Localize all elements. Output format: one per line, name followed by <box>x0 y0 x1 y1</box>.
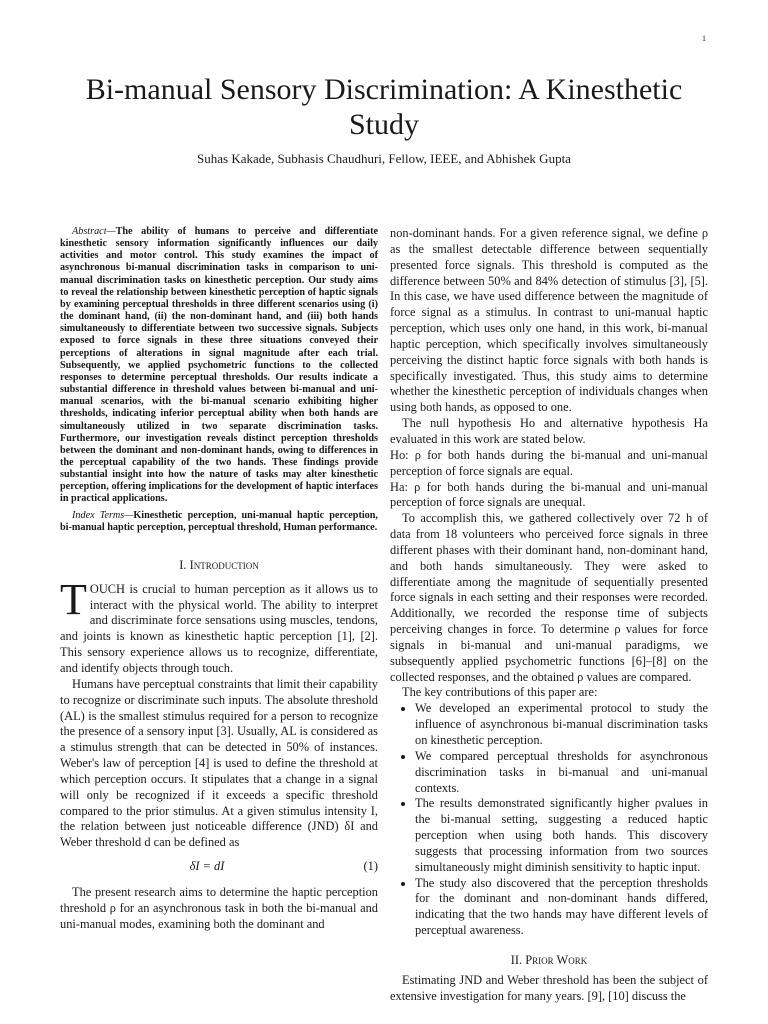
list-item: • The study also discovered that the perception thresholds for the dominant and non-dominant hands differed, indicating that the two hands may have different levels of perceptual awareness. <box>415 876 708 939</box>
paper-title: Bi-manual Sensory Discrimination: A Kinesthetic Study <box>85 73 683 141</box>
equation-1 <box>60 851 378 885</box>
right-column <box>390 226 708 1005</box>
intro-paragraph-3-continued: non-dominant hands. For a given reference signal, we define ρ as the smallest detectable difference between sequentially presented force signals. This threshold is computed as the difference between 50% and 84% detection of stimulus [3], [5]. In this case, we have used difference between the magnitude of force signal as a stimulus. In contrast to uni-manual haptic perception, which uses only one hand, in this work, bi-manual haptic perception, which specifically involves simultaneously perceiving the distinct haptic force signals with both hands is specifically investigated. Thus, this study aims to determine whether the kinesthetic perception of individuals changes when using both hands, as opposed to one. <box>390 226 708 415</box>
equation-number: (1) <box>363 859 378 874</box>
abstract-label: Abstract— <box>72 226 116 237</box>
prior-work-paragraph-1: Estimating JND and Weber threshold has been the subject of extensive investigation for many years. [9], [10] discuss the <box>390 972 708 1003</box>
index-terms <box>60 510 378 534</box>
author-list: Suhas Kakade, Subhasis Chaudhuri, Fellow, IEEE, and Abhishek Gupta <box>197 151 571 166</box>
equation-text: δI = dI <box>189 859 225 874</box>
alternative-hypothesis: Ha: ρ for both hands during the bi-manual and uni-manual perception of force signals are unequal. <box>390 479 708 510</box>
abstract <box>60 226 378 506</box>
page-number: 1 <box>702 34 706 43</box>
intro-paragraph-5: To accomplish this, we gathered collectively over 72 h of data from 18 volunteers who perceived force signals in three different phases with their dominant hand, non-dominant hand, and both hands simultaneously. They were asked to differentiate among the magnitude of sequentially presented force signals in each setting and their responses were recorded. Additionally, we recorded the response time of subjects perceiving changes in force. To determine ρ values for force signals in bi-manual and uni-manual paradigms, we subsequently applied psychometric functions [6]–[8] on the collected responses, and the obtained ρ values are compared. <box>390 511 708 684</box>
index-terms-label: Index Terms— <box>72 509 134 521</box>
contributions-intro: The key contributions of this paper are: <box>402 685 598 700</box>
list-item: • The results demonstrated significantly higher ρvalues in the bi-manual setting, suggesting a reduced haptic perception when using both hands. This discovery suggests that processing information from two sources simultaneously might diminish sensitivity to haptic input. <box>415 796 708 875</box>
intro-paragraph-1: TOUCH is crucial to human perception as it allows us to interact with the physical world. The ability to interpret and discriminate force sensations using muscles, tendons, and joints is known as kinesthetic haptic perception [1], [2]. This sensory experience allows us to recognize, differentiate, and identify objects through touch. <box>60 574 378 675</box>
intro-paragraph-2: Humans have perceptual constraints that limit their capability to recognize or discriminate such inputs. The absolute threshold (AL) is the smallest stimulus required for a person to recognize the presence of a sensory input [3]. Usually, AL is considered as a stimulus strength that can be detected in 50% of instances. Weber's law of perception [4] is used to define the threshold at which perception occurs. It stipulates that a change in a signal will only be recognized if it exceeds a specific threshold compared to the prior stimulus. At a given stimulus intensity I, the relation between just noticeable difference (JND) δI and Weber threshold d can be defined as <box>60 676 378 850</box>
list-item: • We compared perceptual thresholds for asynchronous discrimination tasks in bi-manual and uni-manual contexts. <box>415 749 708 797</box>
section-heading-prior-work: II. Prior Work <box>510 952 588 967</box>
hypothesis-intro: The null hypothesis Ho and alternative hypothesis Ha evaluated in this work are stated below. <box>390 416 708 446</box>
contributions-list <box>390 701 708 939</box>
intro-paragraph-3: The present research aims to determine the haptic perception threshold ρ for an asynchronous task in both the bi-manual and uni-manual modes, examining both the dominant and <box>60 884 378 931</box>
section-heading-introduction: I. Introduction <box>179 557 259 572</box>
index-terms-text: Kinesthetic perception, uni-manual haptic perception, bi-manual haptic perception, perceptual threshold, Human performance. <box>60 509 378 533</box>
abstract-text: The ability of humans to perceive and differentiate kinesthetic sensory information significantly influences our daily activities and motor control. This study examines the impact of asynchronous bi-manual discrimination tasks in comparison to uni-manual discrimination tasks on kinesthetic perception. Our study aims to reveal the relationship between kinesthetic perception of haptic signals by examining perceptual thresholds in three different scenarios using (i) the dominant hand, (ii) the non-dominant hand, and (iii) both hands simultaneously to differentiate between two successive signals. Subjects exposed to force signals in these three situations conveyed their perceptions of alterations in signal magnitude after each trial. Subsequently, we applied psychometric functions to the collected responses to determine perceptual thresholds. Our results indicate a substantial difference in threshold values between bi-manual and uni-manual scenarios, with the bi-manual scenario exhibiting higher thresholds, indicating inferior perceptual ability when both hands are simultaneously utilized in two separate discrimination tasks. Furthermore, our investigation reveals distinct perception thresholds between the dominant and non-dominant hands, owing to differences in the perceptual capability of the two hands. These findings provide substantial insight into how the nature of tasks may alter kinesthetic perception, offering implications for the development of haptic interfaces in practical applications. <box>60 226 378 505</box>
left-column <box>60 226 378 932</box>
list-item: • We developed an experimental protocol to study the influence of asynchronous bi-manual discrimination tasks on kinesthetic perception. <box>415 701 708 749</box>
null-hypothesis: Ho: ρ for both hands during the bi-manual and uni-manual perception of force signals are equal. <box>390 447 708 478</box>
drop-cap: T <box>60 574 87 624</box>
